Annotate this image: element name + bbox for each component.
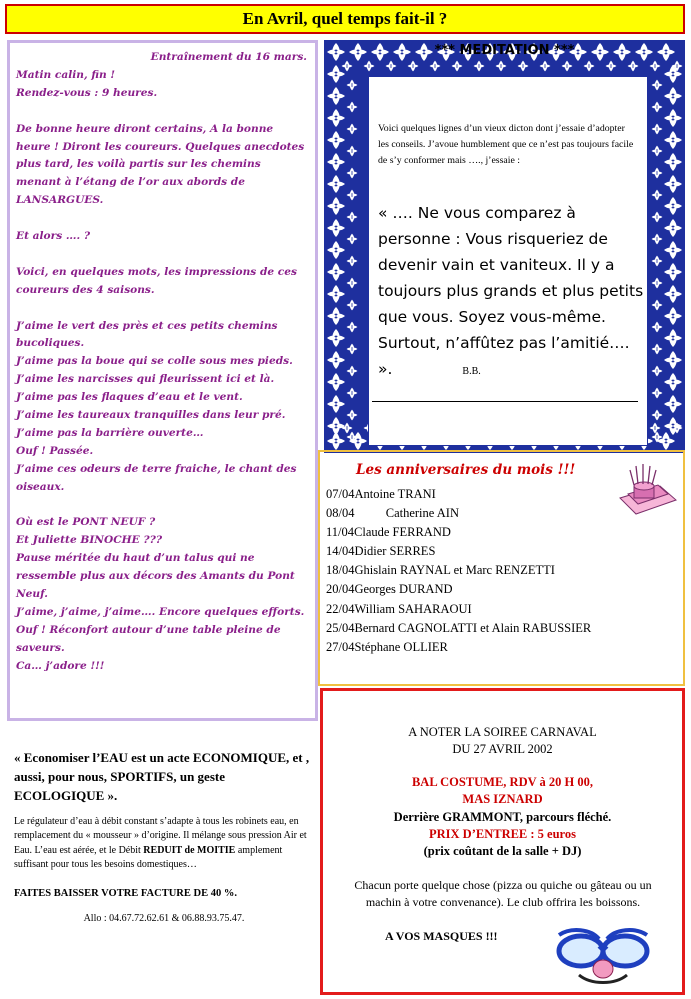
paragraph-gap: [16, 210, 309, 228]
birthday-name: Catherine AIN: [354, 506, 459, 521]
birthdays-list: [326, 485, 591, 657]
birthday-entry: [326, 523, 591, 542]
training-line: J’aime les narcisses qui fleurissent ici et là.: [16, 373, 275, 386]
birthday-entry: [326, 638, 591, 657]
paragraph-gap: [16, 246, 309, 264]
training-line: Où est le PONT NEUF ?: [16, 516, 156, 529]
carnival-price: PRIX D’ENTREE : 5 euros: [429, 827, 576, 841]
training-line: J’aime pas la boue qui se colle sous mes pieds.: [16, 355, 293, 368]
birthdays-title: Les anniversaires du mois !!!: [356, 462, 576, 478]
birthday-name: Stéphane OLLIER: [354, 639, 448, 654]
training-line: J’aime les taureaux tranquilles dans leur pré.: [16, 409, 286, 422]
birthday-name: Georges DURAND: [354, 582, 453, 597]
training-line: Matin calin, fin !: [16, 68, 116, 81]
training-line: Ca… j’adore !!!: [16, 659, 105, 672]
eco-facture: FAITES BAISSER VOTRE FACTURE DE 40 %.: [14, 888, 237, 900]
training-line: De bonne heure diront certains, A la bonne heure ! Diront les coureurs. Quelques anecdotes plus tard, les voilà partis sur les chemins menant à l’étang de l’or aux abords de LANSARGUES.: [16, 122, 305, 207]
carnival-masks: A VOS MASQUES !!!: [385, 929, 498, 943]
training-line: Rendez-vous : 9 heures.: [16, 86, 158, 99]
birthday-date: 27/04: [326, 639, 355, 654]
carnival-heading: A NOTER LA SOIREE CARNAVAL DU 27 AVRIL 2002: [408, 725, 597, 756]
eco-phone: Allo : 04.67.72.62.61 & 06.88.93.75.47.: [83, 913, 245, 925]
training-line: J’aime le vert des près et ces petits chemins bucoliques.: [16, 319, 278, 350]
birthday-date: 07/04: [326, 487, 355, 501]
carnival-details: Chacun porte quelque chose (pizza ou quiche ou gâteau ou un machin à votre convenance). Le club offrira les boissons.: [354, 878, 652, 909]
training-date: Entraînement du 16 mars.: [150, 51, 307, 63]
birthday-date: 22/04: [326, 601, 355, 616]
birthday-cake-icon: [610, 458, 680, 522]
training-line: J’aime ces odeurs de terre fraiche, le chant des oiseaux.: [16, 462, 297, 493]
paragraph-gap: [16, 497, 309, 515]
training-line: Et Juliette BINOCHE ???: [16, 534, 163, 547]
eco-description: Le régulateur d’eau à débit constant s’adapte à tous les robinets eau, en remplacement du « mousseur » d’origine. Il mélange sous pression Air et Eau. L’eau est aérée, et le Débit REDUIT de MOITIE amplement suffisant pour tous les besoins domestiques…: [14, 816, 307, 870]
birthday-entry: [326, 542, 591, 561]
birthday-name: Ghislain RAYNAL et Marc RENZETTI: [354, 563, 555, 578]
training-line: Pause méritée du haut d’un talus qui ne ressemble plus aux décors des Amants du Pont Neuf.: [16, 552, 295, 601]
birthday-name: Antoine TRANI: [354, 487, 436, 501]
birthday-name: William SAHARAOUI: [354, 601, 472, 616]
training-line: Voici, en quelques mots, les impressions de ces coureurs des 4 saisons.: [16, 265, 297, 296]
birthdays-box: [318, 450, 685, 686]
meditation-intro: Voici quelques lignes d’un vieux dicton dont j’essaie d’adopter les conseils. J’avoue humblement que ce n’est pas toujours facile de s’y conformer mais …., j’essaie :: [378, 123, 634, 166]
training-line: J’aime pas les flaques d’eau et le vent.: [16, 391, 243, 404]
paragraph-gap: [16, 300, 309, 318]
birthday-date: 11/04: [326, 525, 355, 540]
carnival-price-note: (prix coûtant de la salle + DJ): [423, 844, 582, 858]
birthday-name: Claude FERRAND: [354, 525, 451, 540]
birthday-date: 18/04: [326, 563, 355, 578]
divider: [372, 401, 638, 402]
training-report: [7, 40, 318, 721]
training-line: J’aime pas la barrière ouverte…: [16, 426, 204, 439]
meditation-signature: B.B.: [462, 366, 481, 377]
birthday-date: 08/04: [326, 506, 355, 521]
birthday-entry: [326, 561, 591, 580]
carnival-announcement: [320, 688, 685, 995]
birthday-entry: [326, 485, 591, 504]
carnival-location: Derrière GRAMMONT, parcours fléché.: [393, 810, 612, 824]
birthday-entry: [326, 504, 591, 523]
birthday-name: Didier SERRES: [354, 544, 436, 559]
meditation-quote: « …. Ne vous comparez à personne : Vous risqueriez de devenir vain et vaniteux. Il y a toujours plus grands et plus petits que vous. Soyez vous-même. Surtout, n’affûtez pas l’amitié…. ». B.B.: [378, 204, 644, 378]
carnival-glasses-icon: [551, 925, 655, 991]
birthday-date: 25/04: [326, 620, 355, 635]
eco-headline: « Economiser l’EAU est un acte ECONOMIQUE, et , aussi, pour nous, SPORTIFS, un geste ECOLOGIQUE ».: [14, 750, 310, 803]
birthday-name: Bernard CAGNOLATTI et Alain RABUSSIER: [354, 620, 592, 635]
training-line: Ouf ! Passée.: [16, 444, 94, 457]
birthday-entry: [326, 600, 591, 619]
birthday-date: 20/04: [326, 582, 355, 597]
training-line: J’aime, j’aime, j’aime…. Encore quelques efforts. Ouf ! Réconfort autour d’une table pleine de saveurs.: [16, 606, 305, 654]
carnival-ball: BAL COSTUME, RDV à 20 H 00, MAS IZNARD: [411, 775, 594, 806]
training-line: Et alors …. ?: [16, 230, 91, 243]
birthday-entry: [326, 619, 591, 638]
birthday-date: 14/04: [326, 544, 355, 559]
training-text: [16, 67, 309, 676]
water-saving-section: [14, 748, 314, 924]
paragraph-gap: [16, 103, 309, 121]
page-title: En Avril, quel temps fait-il ?: [5, 4, 685, 34]
birthday-entry: [326, 580, 591, 599]
meditation-title: *** MEDITATION ***: [434, 43, 575, 58]
